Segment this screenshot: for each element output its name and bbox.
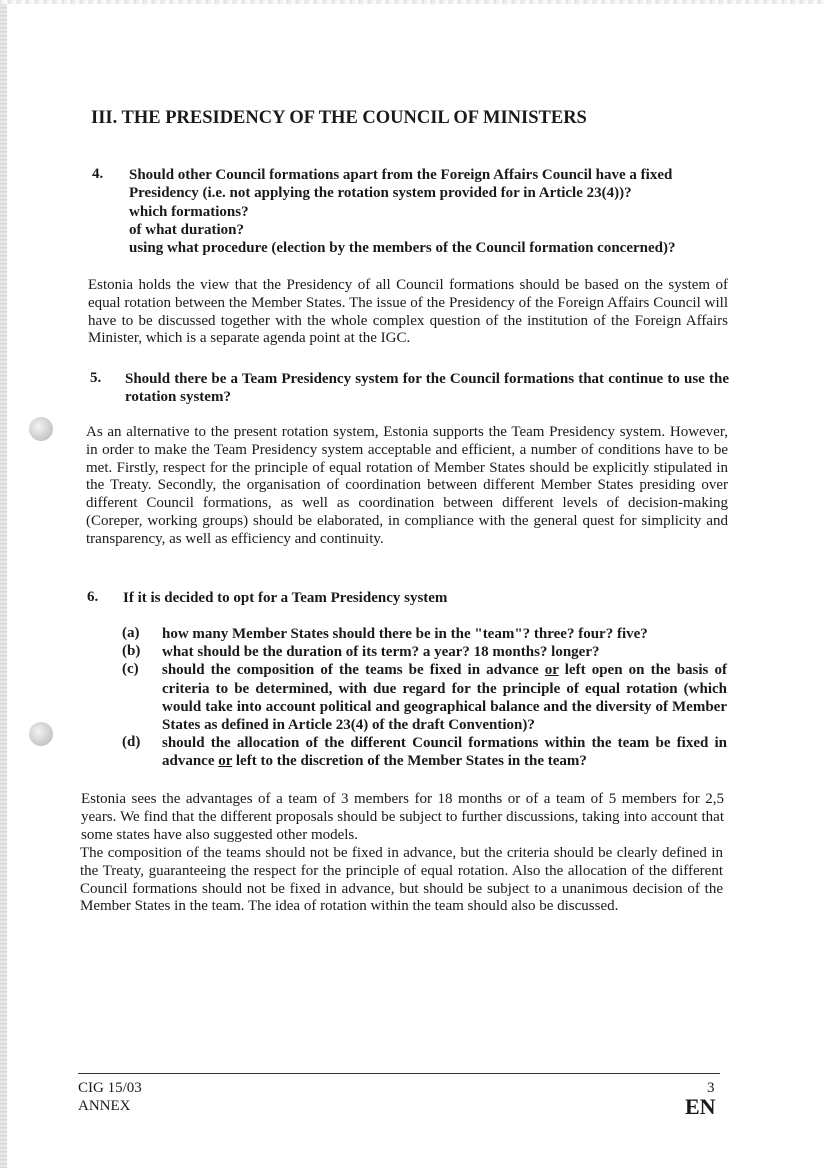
footer-language-code: EN	[685, 1094, 716, 1119]
footer-annex: ANNEX	[78, 1098, 131, 1114]
punch-hole-bottom	[29, 722, 53, 746]
footer-page-number: 3	[707, 1080, 715, 1096]
question-4-line: using what procedure (election by the members of the Council formation concerned)?	[129, 240, 676, 257]
punch-hole-top	[29, 417, 53, 441]
answer-4-paragraph: Estonia holds the view that the Presidency of all Council formations should be based on the system of equal rotation between the Member States. The issue of the Presidency of the Foreign Affairs Council will have to be discussed together with the whole complex question of the institution of the Foreign Affairs Minister, which is a separate agenda point at the IGC.	[88, 277, 728, 347]
answer-6-paragraph-1: Estonia sees the advantages of a team of 3 members for 18 months or of a team of 5 members for 2,5 years. We find that the different proposals should be subject to further discussions, taking into account that some states have also suggested other models.	[81, 791, 724, 843]
subitem-text: should the allocation of the different Council formations within the team be fixed in advance or left to the discretion of the Member States in the team?	[162, 735, 727, 770]
footer-doc-ref: CIG 15/03	[78, 1080, 142, 1096]
question-6-number: 6.	[87, 589, 99, 605]
subitem-d	[122, 734, 727, 770]
answer-5-paragraph: As an alternative to the present rotation system, Estonia supports the Team Presidency system. However, in order to make the Team Presidency system acceptable and efficient, a number of conditions have to be met. Firstly, respect for the principle of equal rotation of Member States should be explicitly stipulated in the Treaty. Secondly, the organisation of coordination between different Member States presiding over different Council formations, as well as coordination between different levels of decision-making (Coreper, working groups) should be elaborated, in compliance with the general quest for simplicity and transparency, as well as efficiency and continuity.	[86, 424, 728, 547]
subitem-c	[122, 661, 727, 734]
question-4-line: of what duration?	[129, 221, 245, 238]
question-4-line: which formations?	[129, 203, 249, 220]
question-5-text: Should there be a Team Presidency system for the Council formations that continue to use the rotation system?	[125, 371, 729, 406]
section-heading: III. THE PRESIDENCY OF THE COUNCIL OF MINISTERS	[91, 108, 587, 128]
underlined-or: or	[544, 662, 559, 679]
question-4-text	[129, 166, 729, 257]
subitem-label: (d)	[122, 734, 141, 751]
subitem-a	[122, 625, 727, 643]
subitem-label: (a)	[122, 625, 140, 641]
subitem-text: how many Member States should there be in the "team"? three? four? five?	[162, 626, 648, 642]
scan-edge	[0, 0, 7, 1168]
question-4-line: Should other Council formations apart from the Foreign Affairs Council have a fixed	[129, 167, 673, 183]
subitem-text: what should be the duration of its term? a year? 18 months? longer?	[162, 644, 600, 661]
question-4-number: 4.	[92, 166, 104, 182]
answer-6-paragraph-2: The composition of the teams should not be fixed in advance, but the criteria should be clearly defined in the Treaty, guaranteeing the respect for the principle of equal rotation. Also the allocation of the different Council formations should not be fixed in advance, but should be subject to a unanimous decision of the Member States in the team. The idea of rotation within the team should also be discussed.	[80, 845, 723, 915]
subitem-b	[122, 643, 727, 661]
question-5-number: 5.	[90, 370, 102, 386]
question-4-line: Presidency (i.e. not applying the rotation system provided for in Article 23(4))?	[129, 185, 632, 202]
subitem-label: (c)	[122, 661, 139, 678]
footer-divider	[78, 1073, 720, 1074]
scan-top-edge	[0, 0, 825, 4]
underlined-or: or	[218, 753, 233, 770]
subitem-label: (b)	[122, 643, 141, 660]
subitem-text: should the composition of the teams be fixed in advance or left open on the basis of criteria to be determined, with due regard for the principle of equal rotation (which would take into account political and geographical balance and the diversity of Member States as defined in Article 23(4) of the draft Convention)?	[162, 662, 727, 734]
question-6-subitems	[122, 625, 727, 771]
question-6-text: If it is decided to opt for a Team Presidency system	[123, 590, 448, 606]
